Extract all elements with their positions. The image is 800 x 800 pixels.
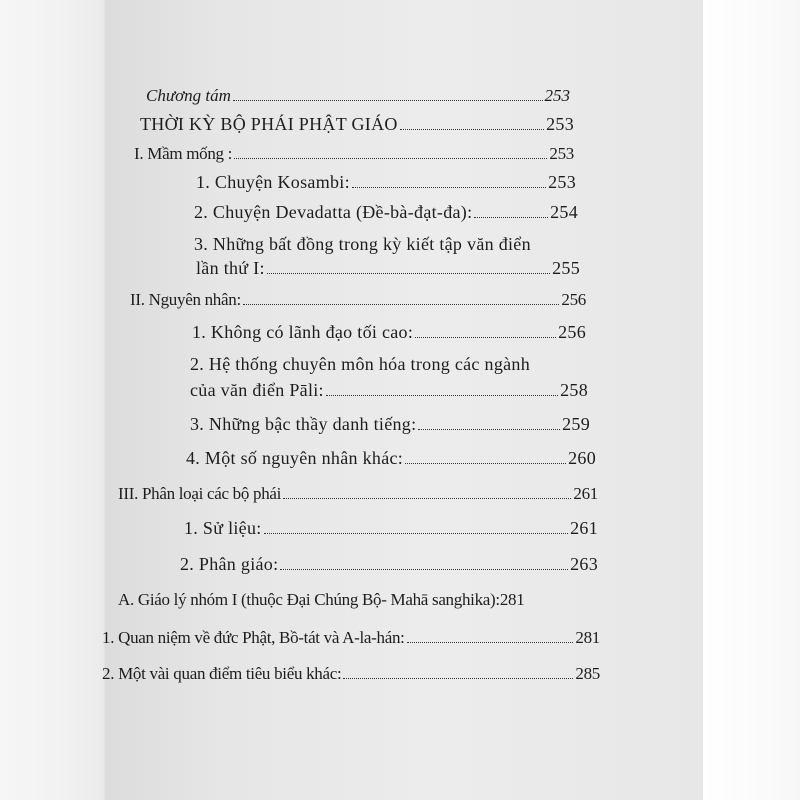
toc-entry-quan-niem: 1. Quan niệm về đức Phật, Bồ-tát và A-la-hán: 281	[102, 628, 600, 647]
toc-entry-nguyen-nhan-khac: 4. Một số nguyên nhân khác: 260	[186, 448, 596, 468]
toc-entry-bat-dong-line1: 3. Những bất đồng trong kỳ kiết tập văn điển	[194, 234, 531, 254]
toc-entry-phan-giao: 2. Phân giáo: 263	[180, 554, 598, 574]
leader-dots	[343, 678, 573, 679]
leader-dots	[234, 158, 547, 159]
leader-dots	[405, 463, 566, 464]
leader-dots	[267, 273, 550, 274]
toc-entry-chuong-tam: Chương tám 253	[146, 86, 570, 105]
toc-entry-mam-mong: I. Mầm mống : 253	[134, 144, 574, 163]
leader-dots	[326, 395, 558, 396]
toc-entry-bat-dong: lần thứ I: 255	[196, 258, 580, 278]
leader-dots	[415, 337, 556, 338]
toc-entry-he-thong: của văn điển Pāli: 258	[190, 380, 588, 400]
toc-entry-nguyen-nhan: II. Nguyên nhân: 256	[130, 290, 586, 309]
toc-entry-phan-loai: III. Phân loại các bộ phái 261	[118, 484, 598, 503]
toc-entry-bac-thay: 3. Những bậc thầy danh tiếng: 259	[190, 414, 590, 434]
leader-dots	[474, 217, 548, 218]
toc-entry-thoi-ky: THỜI KỲ BỘ PHÁI PHẬT GIÁO 253	[140, 114, 574, 134]
toc-entry-devadatta: 2. Chuyện Devadatta (Đề-bà-đạt-đa): 254	[194, 202, 578, 222]
toc-entry-lanh-dao: 1. Không có lãnh đạo tối cao: 256	[192, 322, 586, 342]
leader-dots	[400, 129, 544, 130]
leader-dots	[283, 498, 571, 499]
leader-dots	[264, 533, 569, 534]
leader-dots	[407, 642, 574, 643]
leader-dots	[233, 100, 543, 101]
toc-entry-su-lieu: 1. Sử liệu: 261	[184, 518, 598, 538]
leader-dots	[352, 187, 546, 188]
toc-entry-kosambi: 1. Chuyện Kosambi: 253	[196, 172, 576, 192]
toc-entry-he-thong-line1: 2. Hệ thống chuyên môn hóa trong các ngành	[190, 354, 531, 374]
toc-entry-giao-ly: A. Giáo lý nhóm I (thuộc Đại Chúng Bộ- Mahā sanghika): 281	[118, 590, 525, 609]
toc-entry-quan-diem: 2. Một vài quan điểm tiêu biểu khác: 285	[102, 664, 600, 683]
leader-dots	[243, 304, 560, 305]
leader-dots	[418, 429, 560, 430]
leader-dots	[280, 569, 568, 570]
